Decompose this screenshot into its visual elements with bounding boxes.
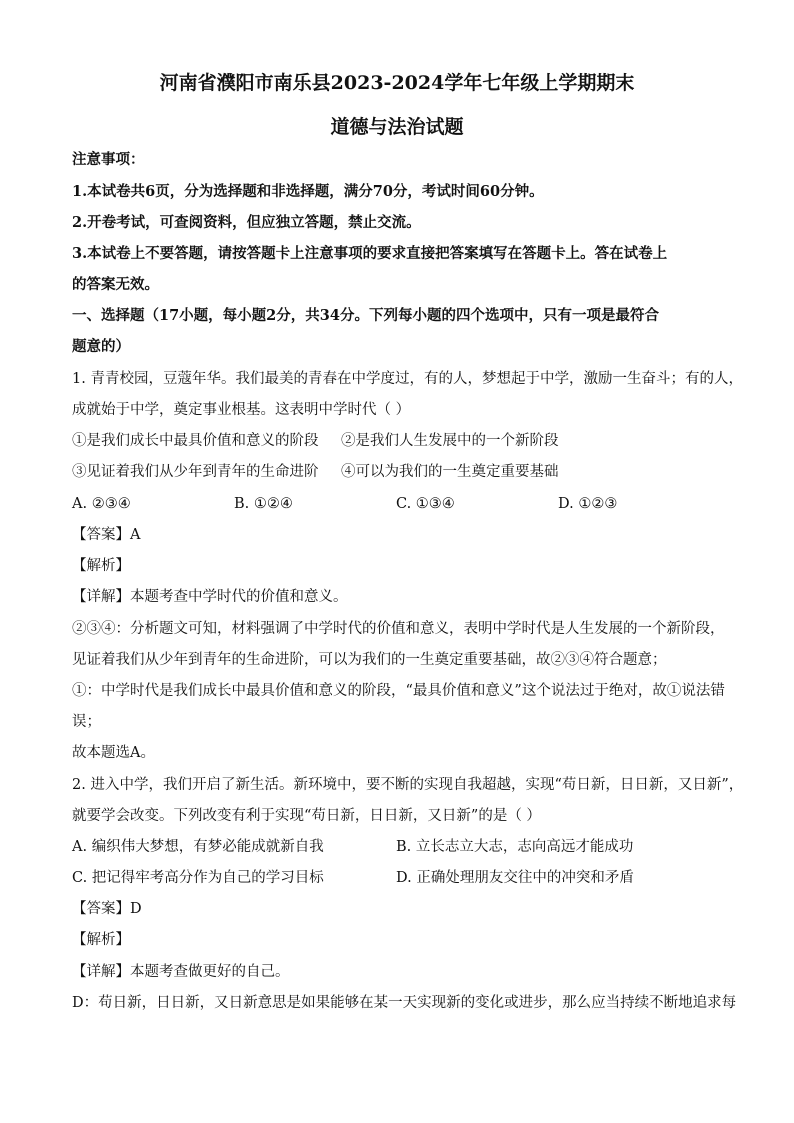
document-title: 河南省濮阳市南乐县2023-2024学年七年级上学期期末 bbox=[159, 72, 635, 94]
notes-heading: 注意事项： bbox=[72, 151, 145, 168]
q2-option-c: C. 把记得牢考高分作为自己的学习目标 bbox=[72, 870, 324, 886]
q2-option-a: A. 编织伟大梦想，有梦必能成就新自我 bbox=[72, 839, 324, 855]
section-heading-cont: 题意的） bbox=[72, 338, 130, 355]
q2-answer-value: D bbox=[130, 901, 142, 917]
q1-answer bbox=[72, 525, 140, 545]
note-item-3-cont: 的答案无效。 bbox=[72, 276, 159, 293]
q1-option-b: B. ①②④ bbox=[234, 496, 293, 512]
note-item-3: 3.本试卷上不要答题，请按答题卡上注意事项的要求直接把答案填写在答题卡上。答在试卷上 bbox=[72, 245, 668, 262]
q2-explanation-1: D：苟日新，日日新，又日新意思是如果能够在某一天实现新的变化或进步，那么应当持续不断地追求每 bbox=[72, 995, 737, 1011]
q2-detail-text: 本题考查做更好的自己。 bbox=[130, 964, 290, 980]
q2-answer-tag: 【答案】 bbox=[72, 901, 130, 917]
q2-option-d: D. 正确处理朋友交往中的冲突和矛盾 bbox=[396, 870, 634, 886]
q1-statement-3: ③见证着我们从少年到青年的生命进阶 bbox=[72, 464, 319, 480]
q1-statement-2: ②是我们人生发展中的一个新阶段 bbox=[341, 433, 559, 449]
q1-stem: 1. 青青校园，豆蔻年华。我们最美的青春在中学度过，有的人，梦想起于中学，激励一生奋斗；有的人， bbox=[72, 371, 743, 387]
q2-detail bbox=[72, 962, 290, 982]
section-heading: 一、选择题（17小题，每小题2分，共34分。下列每小题的四个选项中，只有一项是最符合 bbox=[72, 307, 659, 324]
q1-statement-4: ④可以为我们的一生奠定重要基础 bbox=[341, 464, 559, 480]
q1-detail-text: 本题考查中学时代的价值和意义。 bbox=[130, 589, 348, 605]
q1-detail bbox=[72, 587, 348, 607]
q1-stem-cont: 成就始于中学，奠定事业根基。这表明中学时代（ ） bbox=[72, 402, 411, 418]
q2-stem-cont: 就要学会改变。下列改变有利于实现“苟日新，日日新，又日新”的是（ ） bbox=[72, 808, 541, 824]
q2-option-b: B. 立长志立大志，志向高远才能成功 bbox=[396, 839, 634, 855]
q2-analysis-tag: 【解析】 bbox=[72, 932, 130, 948]
q1-analysis-tag: 【解析】 bbox=[72, 558, 130, 574]
q1-option-c: C. ①③④ bbox=[396, 496, 455, 512]
q1-conclusion: 故本题选A。 bbox=[72, 745, 155, 761]
q1-explanation-3: ①：中学时代是我们成长中最具价值和意义的阶段，“最具价值和意义”这个说法过于绝对，故①说法错 bbox=[72, 683, 725, 699]
q1-answer-value: A bbox=[130, 527, 141, 543]
q2-answer bbox=[72, 899, 142, 919]
q1-detail-tag: 【详解】 bbox=[72, 589, 130, 605]
q1-explanation-4: 误； bbox=[72, 714, 101, 730]
q1-option-a: A. ②③④ bbox=[72, 496, 131, 512]
document-subtitle: 道德与法治试题 bbox=[330, 116, 464, 138]
q2-stem: 2. 进入中学，我们开启了新生活。新环境中，要不断的实现自我超越，实现“苟日新，日日新，又日新”， bbox=[72, 777, 744, 793]
q1-option-d: D. ①②③ bbox=[558, 496, 618, 512]
note-item-1: 1.本试卷共6页，分为选择题和非选择题，满分70分，考试时间60分钟。 bbox=[72, 183, 544, 200]
q1-answer-tag: 【答案】 bbox=[72, 527, 130, 543]
q2-detail-tag: 【详解】 bbox=[72, 964, 130, 980]
q1-explanation-2: 见证着我们从少年到青年的生命进阶，可以为我们的一生奠定重要基础，故②③④符合题意； bbox=[72, 652, 667, 668]
q1-explanation-1: ②③④：分析题文可知，材料强调了中学时代的价值和意义，表明中学时代是人生发展的一个新阶段， bbox=[72, 621, 725, 637]
note-item-2: 2.开卷考试，可查阅资料，但应独立答题，禁止交流。 bbox=[72, 214, 421, 231]
q1-statement-1: ①是我们成长中最具价值和意义的阶段 bbox=[72, 433, 319, 449]
